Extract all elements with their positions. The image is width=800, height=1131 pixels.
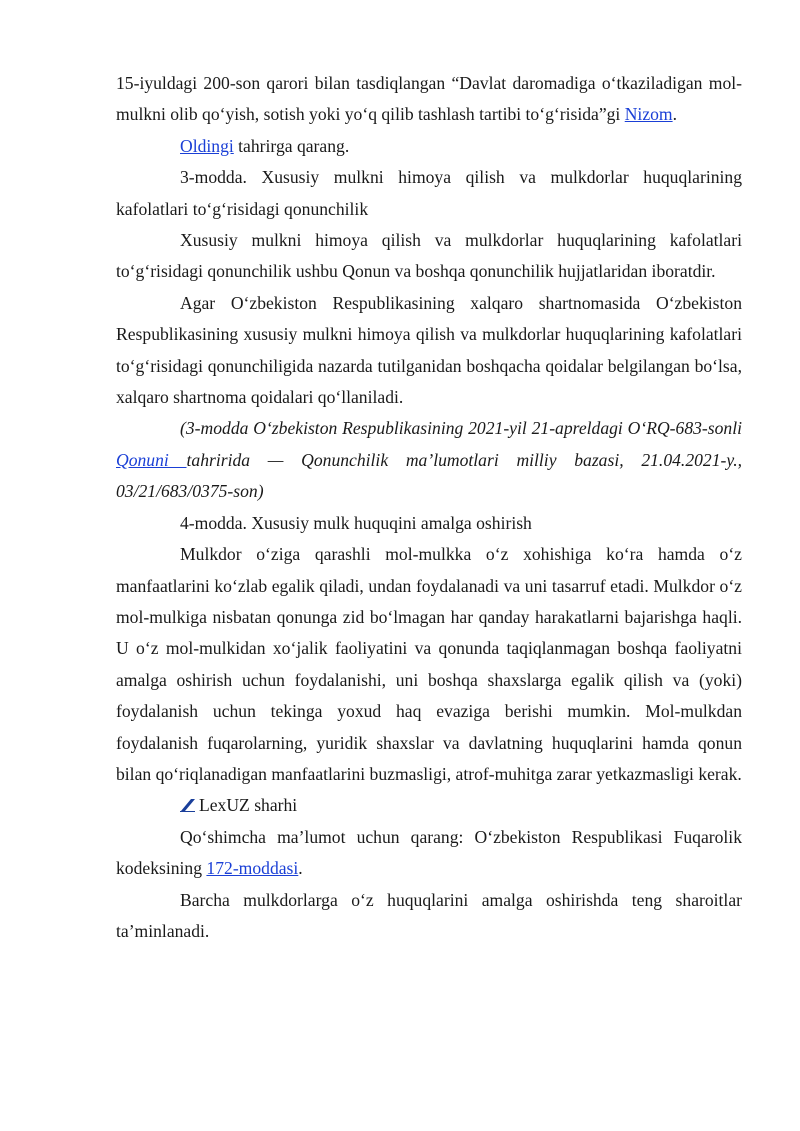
article-4-paragraph-1: Mulkdor o‘ziga qarashli mol-mulkka o‘z xohishiga ko‘ra hamda o‘z manfaatlarini ko‘zlab egalik qiladi, undan foydalanadi va uni tasarruf etadi. Mulkdor o‘z mol-mulkiga nisbatan qonunga zid bo‘lmagan har qanday harakatlarni bajarishga haqli. U o‘z mol-mulkidan xo‘jalik faoliyatini va qonunda taqiqlanmagan boshqa faoliyatni amalga oshirish uchun foydalanishi, uni boshqa shaxslarga egalik qilish va (yoki) foydalanish uchun tekinga yoxud haq evaziga berishi mumkin. Mol-mulkdan foydalanish fuqarolarning, yuridik shaxslar va davlatning huquqlarini hamda qonun bilan qo‘riqlanadigan manfaatlarini buzmasligi, atrof-muhitga zarar yetkazmasligi kerak. <box>116 544 742 784</box>
article-3-paragraph-1: Xususiy mulkni himoya qilish va mulkdorlar huquqlarining kafolatlari to‘g‘risidagi qonunchilik ushbu Qonun va boshqa qonunchilik hujjatlaridan iboratdir. <box>116 230 742 282</box>
paragraph-text: 15-iyuldagi 200-son qarori bilan tasdiqlangan “Davlat daromadiga o‘tkaziladigan mol-mulkni olib qo‘yish, sotish yoki yo‘q qilib tashlash tartibi to‘g‘risida”gi <box>116 73 742 125</box>
article-4-heading: 4-modda. Xususiy mulk huquqini amalga oshirish <box>180 512 532 533</box>
reference-text: Qo‘shimcha ma’lumot uchun qarang: O‘zbekiston Respublikasi Fuqarolik kodeksining <box>116 826 742 879</box>
paragraph-tail: . <box>672 104 678 125</box>
nizom-link[interactable]: Nizom <box>624 104 673 125</box>
paragraph-nizom-reference <box>116 68 742 131</box>
moddasi-172-link[interactable]: 172-moddasi <box>206 858 299 879</box>
edition-note-text: (3-modda O‘zbekiston Respublikasining 2021-yil 21-apreldagi O‘RQ-683-sonli <box>180 418 742 439</box>
previous-edition-note <box>116 131 742 162</box>
reference-tail: . <box>298 858 303 879</box>
oldingi-link[interactable]: Oldingi <box>180 135 234 156</box>
qonuni-link[interactable]: Qonuni <box>116 449 187 470</box>
article-3-heading: 3-modda. Xususiy mulkni himoya qilish va mulkdorlar huquqlarining kafolatlari to‘g‘risidagi qonunchilik <box>116 167 742 219</box>
civil-code-reference <box>116 822 742 885</box>
article-4-paragraph-2: Barcha mulkdorlarga o‘z huquqlarini amalga oshirishda teng sharoitlar ta’minlanadi. <box>116 889 742 941</box>
lexuz-pencil-icon <box>180 798 196 812</box>
lexuz-commentary[interactable] <box>116 790 742 821</box>
lexuz-commentary-label: LexUZ sharhi <box>199 795 298 816</box>
note-text: tahrirga qarang. <box>233 135 350 156</box>
edition-note-tail: tahririda — Qonunchilik ma’lumotlari milliy bazasi, 21.04.2021-y., 03/21/683/0375-son) <box>116 449 742 502</box>
article-3-edition-note <box>116 413 742 507</box>
article-3-paragraph-2: Agar O‘zbekiston Respublikasining xalqaro shartnomasida O‘zbekiston Respublikasining xususiy mulkni himoya qilish va mulkdorlar huquqlarining kafolatlari to‘g‘risidagi qonunchiligida nazarda tutilganidan boshqacha qoidalar belgilangan bo‘lsa, xalqaro shartnoma qoidalari qo‘llaniladi. <box>116 292 742 408</box>
